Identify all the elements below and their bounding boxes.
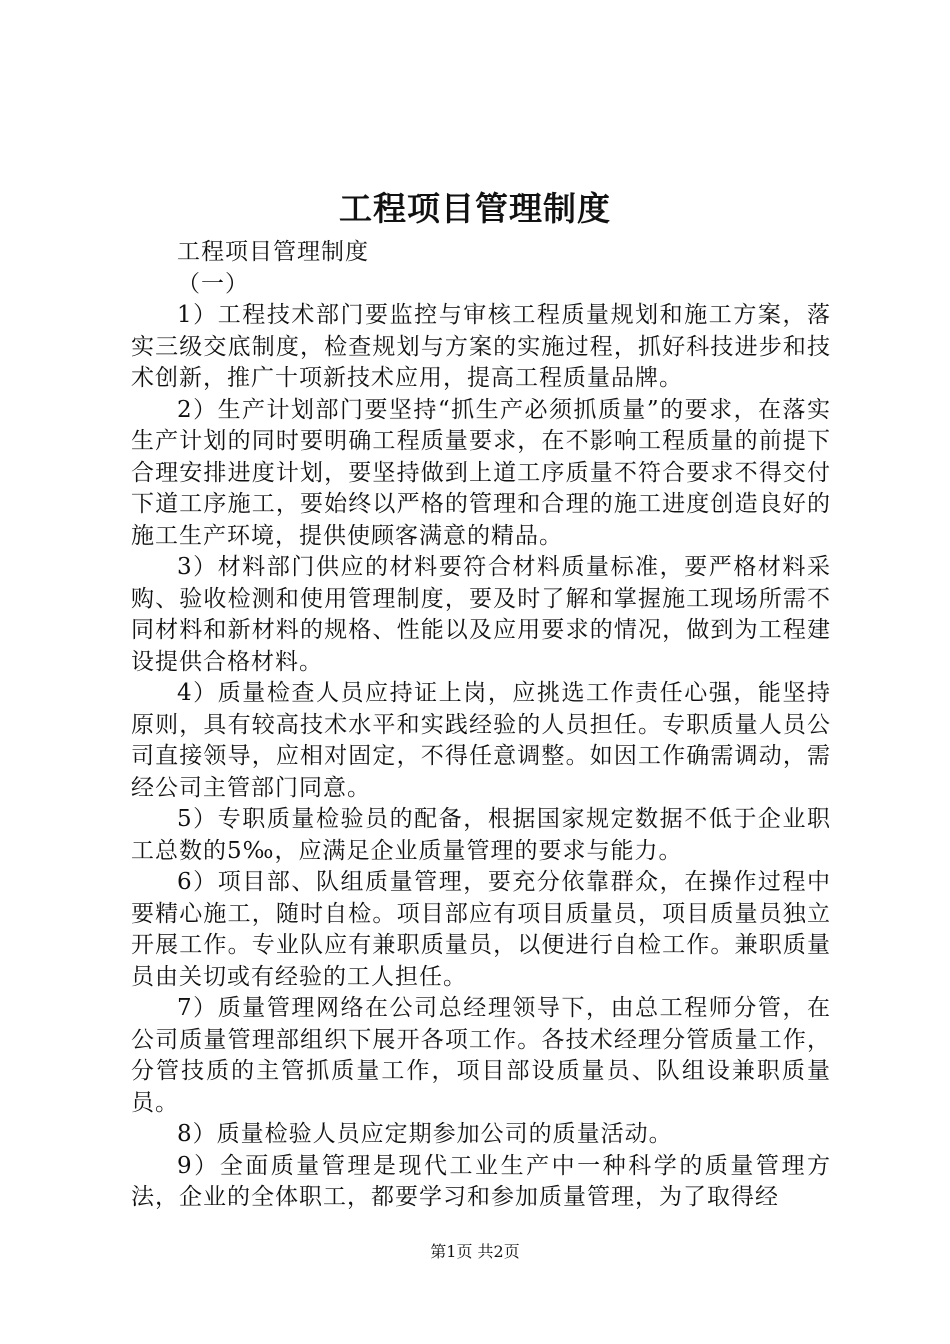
- paragraph-item-7: 7）质量管理网络在公司总经理领导下，由总工程师分管，在公司质量管理部组织下展开各项工作。各技术经理分管质量工作，分管技质的主管抓质量工作，项目部设质量员、队组设兼职质量员。: [131, 995, 831, 1116]
- paragraph-item-1: 1）工程技术部门要监控与审核工程质量规划和施工方案，落实三级交底制度，检查规划与方案的实施过程，抓好科技进步和技术创新，推广十项新技术应用，提高工程质量品牌。: [131, 302, 831, 391]
- document-title: 工程项目管理制度: [339, 189, 611, 228]
- paragraph-item-6: 6）项目部、队组质量管理，要充分依靠群众，在操作过程中要精心施工，随时自检。项目部应有项目质量员，项目质量员独立开展工作。专业队应有兼职质量员，以便进行自检工作。兼职质量员由关切或有经验的工人担任。: [131, 869, 831, 990]
- paragraph-item-3: 3）材料部门供应的材料要符合材料质量标准，要严格材料采购、验收检测和使用管理制度，要及时了解和掌握施工现场所需不同材料和新材料的规格、性能以及应用要求的情况，做到为工程建设提供合格材料。: [131, 554, 831, 675]
- paragraph-item-9: 9）全面质量管理是现代工业生产中一种科学的质量管理方法，企业的全体职工，都要学习和参加质量管理，为了取得经: [131, 1152, 831, 1210]
- page-footer: 第1页 共2页: [430, 1242, 520, 1261]
- document-body: [131, 237, 831, 1214]
- paragraph-item-2: 2）生产计划部门要坚持“抓生产必须抓质量”的要求，在落实生产计划的同时要明确工程质量要求，在不影响工程质量的前提下合理安排进度计划，要坚持做到上道工序质量不符合要求不得交付下道工序施工，要始终以严格的管理和合理的施工进度创造良好的施工生产环境，提供使顾客满意的精品。: [131, 396, 831, 549]
- paragraph-subtitle: 工程项目管理制度: [177, 239, 369, 265]
- paragraph-item-4: 4）质量检查人员应持证上岗，应挑选工作责任心强，能坚持原则，具有较高技术水平和实践经验的人员担任。专职质量人员公司直接领导，应相对固定，不得任意调整。如因工作确需调动，需经公司主管部门同意。: [131, 680, 831, 801]
- paragraph-section-marker: （一）: [177, 270, 249, 297]
- paragraph-item-8: 8）质量检验人员应定期参加公司的质量活动。: [177, 1121, 673, 1147]
- paragraph-item-5: 5）专职质量检验员的配备，根据国家规定数据不低于企业职工总数的5‰，应满足企业质量管理的要求与能力。: [131, 806, 831, 864]
